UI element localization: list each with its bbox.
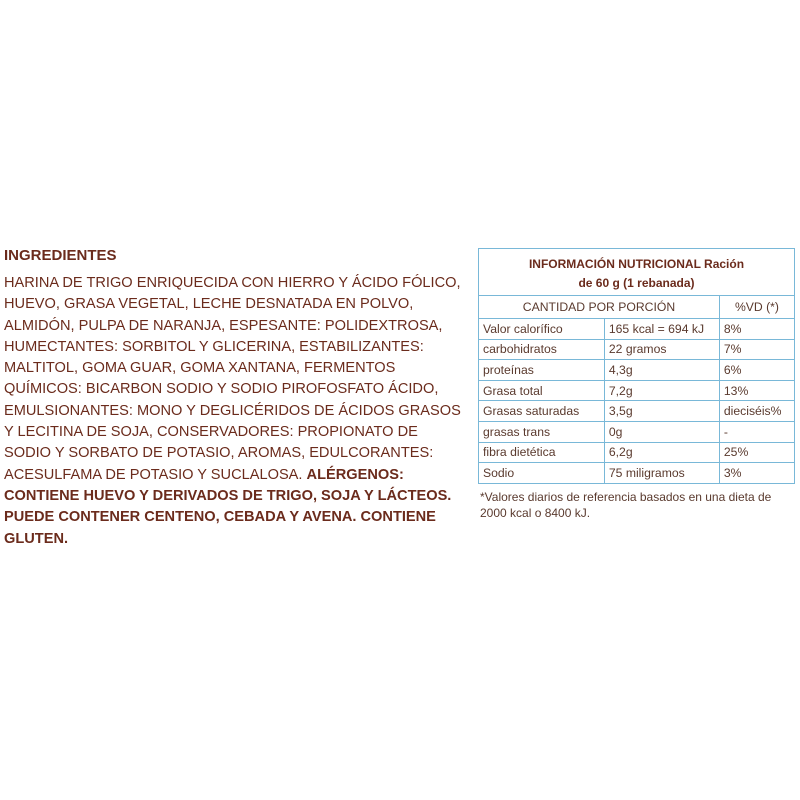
nutrition-title xyxy=(479,249,794,295)
nutrition-header-row xyxy=(479,296,794,319)
nutrient-amount: 75 miligramos xyxy=(604,463,719,483)
nutrition-facts xyxy=(478,248,795,521)
nutrient-vd: 8% xyxy=(719,319,794,340)
nutrient-name: fibra dietética xyxy=(479,442,604,463)
nutrient-vd: - xyxy=(719,421,794,442)
nutrient-amount: 3,5g xyxy=(604,401,719,422)
nutrient-name: proteínas xyxy=(479,360,604,381)
nutrition-title-line2: de 60 g (1 rebanada) xyxy=(578,276,695,290)
table-row xyxy=(479,463,794,483)
header-vd: %VD (*) xyxy=(719,296,794,319)
nutrient-vd: 6% xyxy=(719,360,794,381)
ingredients-title: INGREDIENTES xyxy=(4,247,117,264)
table-row xyxy=(479,380,794,401)
table-row xyxy=(479,339,794,360)
ingredients-section xyxy=(4,245,466,550)
table-row xyxy=(479,442,794,463)
nutrient-amount: 6,2g xyxy=(604,442,719,463)
table-row xyxy=(479,319,794,340)
nutrient-amount: 4,3g xyxy=(604,360,719,381)
nutrient-name: Valor calorífico xyxy=(479,319,604,340)
nutrient-amount: 22 gramos xyxy=(604,339,719,360)
table-row xyxy=(479,401,794,422)
nutrient-name: carbohidratos xyxy=(479,339,604,360)
nutrient-name: Sodio xyxy=(479,463,604,483)
ingredients-text xyxy=(4,273,466,550)
nutrient-vd: 7% xyxy=(719,339,794,360)
nutrient-vd: 3% xyxy=(719,463,794,483)
nutrient-amount: 165 kcal = 694 kJ xyxy=(604,319,719,340)
nutrient-amount: 0g xyxy=(604,421,719,442)
nutrient-vd: dieciséis% xyxy=(719,401,794,422)
allergens-statement: ALÉRGENOS: CONTIENE HUEVO Y DERIVADOS DE TRIGO, SOJA Y LÁCTEOS. PUEDE CONTENER CENTENO, CEBADA Y AVENA. CONTIENE GLUTEN. xyxy=(4,466,452,547)
nutrient-name: Grasas saturadas xyxy=(479,401,604,422)
table-row xyxy=(479,421,794,442)
nutrition-table xyxy=(479,295,794,483)
ingredients-list: HARINA DE TRIGO ENRIQUECIDA CON HIERRO Y ÁCIDO FÓLICO, HUEVO, GRASA VEGETAL, LECHE DESNATADA EN POLVO, ALMIDÓN, PULPA DE NARANJA, ESPESANTE: POLIDEXTROSA, HUMECTANTES: SORBITOL Y GLICERINA, ESTABILIZANTES: MALTITOL, GOMA GUAR, GOMA XANTANA, FERMENTOS QUÍMICOS: BICARBON SODIO Y SODIO PIROFOSFATO ÁCIDO, EMULSIONANTES: MONO Y DEGLICÉRIDOS DE ÁCIDOS GRASOS Y LECITINA DE SOJA, CONSERVADORES: PROPIONATO DE SODIO Y SORBATO DE POTASIO, AROMAS, EDULCORANTES: ACESULFAMA DE POTASIO Y SUCLALOSA. xyxy=(4,275,461,483)
nutrition-title-line1: INFORMACIÓN NUTRICIONAL Ración xyxy=(528,257,745,271)
nutrient-amount: 7,2g xyxy=(604,380,719,401)
nutrition-table-box xyxy=(478,248,795,484)
nutrient-vd: 25% xyxy=(719,442,794,463)
nutrient-vd: 13% xyxy=(719,380,794,401)
table-row xyxy=(479,360,794,381)
nutrition-footnote: *Valores diarios de referencia basados en una dieta de 2000 kcal o 8400 kJ. xyxy=(480,489,772,520)
nutrient-name: grasas trans xyxy=(479,421,604,442)
nutrient-name: Grasa total xyxy=(479,380,604,401)
header-amount: CANTIDAD POR PORCIÓN xyxy=(479,296,719,319)
